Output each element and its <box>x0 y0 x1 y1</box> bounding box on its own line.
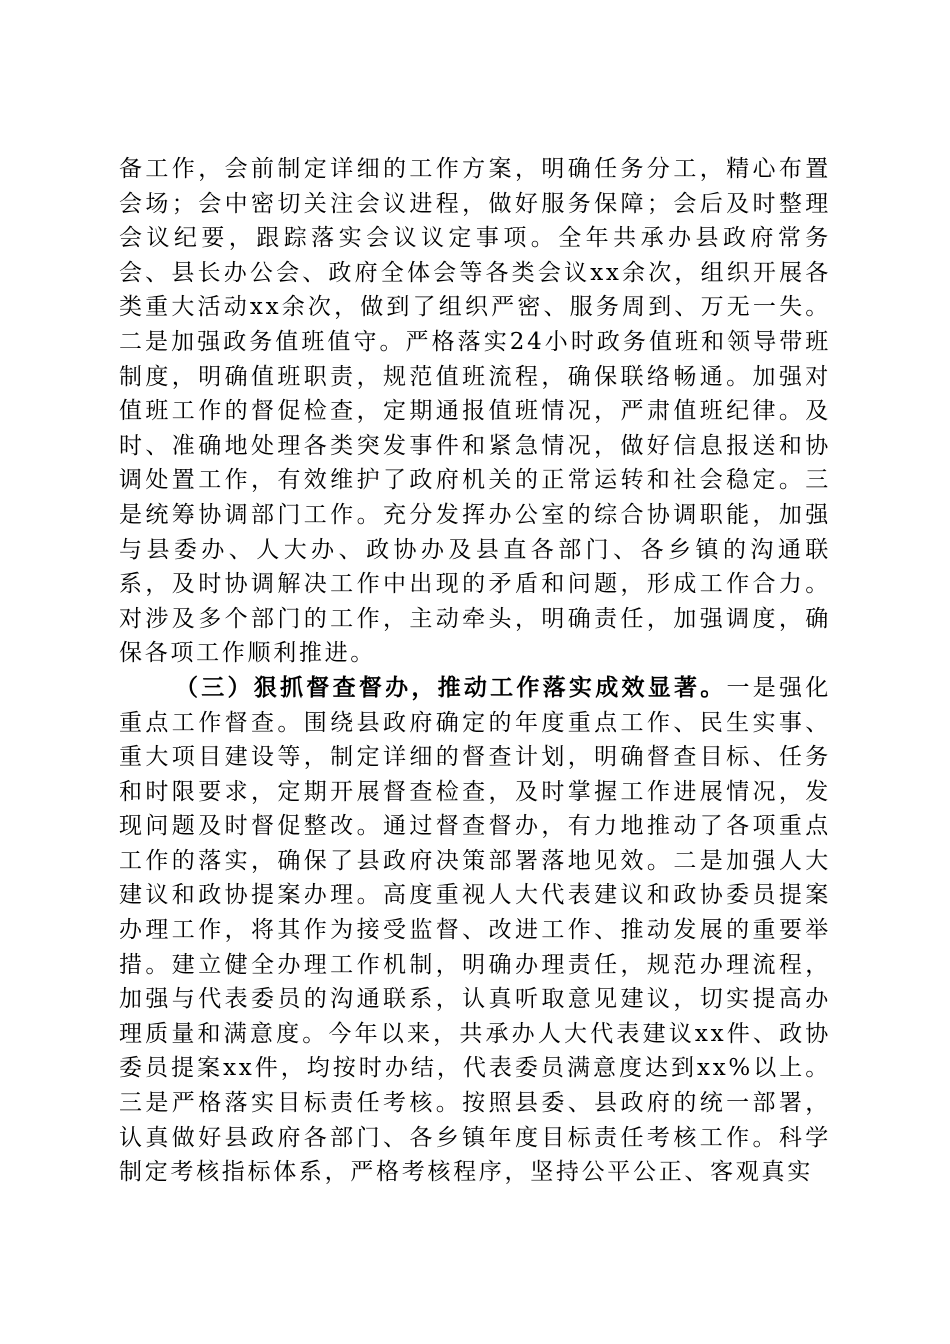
section-heading: （三）狠抓督查督办，推动工作落实成效显著。 <box>175 673 727 701</box>
paragraph-section-three <box>119 671 831 1190</box>
section-body: 一是强化重点工作督查。围绕县政府确定的年度重点工作、民生实事、重大项目建设等，制定详细的督查计划，明确督查目标、任务和时限要求，定期开展督查检查，及时掌握工作进展情况，发现问题及时督促整改。通过督查督办，有力地推动了各项重点工作的落实，确保了县政府决策部署落地见效。二是加强人大建议和政协提案办理。高度重视人大代表建议和政协委员提案办理工作，将其作为接受监督、改进工作、推动发展的重要举措。建立健全办理工作机制，明确办理责任，规范办理流程，加强与代表委员的沟通联系，认真听取意见建议，切实提高办理质量和满意度。今年以来，共承办人大代表建议xx件、政协委员提案xx件，均按时办结，代表委员满意度达到xx%以上。三是严格落实目标责任考核。按照县委、县政府的统一部署，认真做好县政府各部门、各乡镇年度目标责任考核工作。科学制定考核指标体系，严格考核程序，坚持公平公正、客观真实 <box>119 674 831 1186</box>
paragraph-continuation: 备工作，会前制定详细的工作方案，明确任务分工，精心布置会场；会中密切关注会议进程，做好服务保障；会后及时整理会议纪要，跟踪落实会议议定事项。全年共承办县政府常务会、县长办公会、政府全体会等各类会议xx余次，组织开展各类重大活动xx余次，做到了组织严密、服务周到、万无一失。二是加强政务值班值守。严格落实24小时政务值班和领导带班制度，明确值班职责，规范值班流程，确保联络畅通。加强对值班工作的督促检查，定期通报值班情况，严肃值班纪律。及时、准确地处理各类突发事件和紧急情况，做好信息报送和协调处置工作，有效维护了政府机关的正常运转和社会稳定。三是统筹协调部门工作。充分发挥办公室的综合协调职能，加强与县委办、人大办、政协办及县直各部门、各乡镇的沟通联系，及时协调解决工作中出现的矛盾和问题，形成工作合力。对涉及多个部门的工作，主动牵头，明确责任，加强调度，确保各项工作顺利推进。 <box>119 156 831 667</box>
document-body <box>119 152 831 1190</box>
